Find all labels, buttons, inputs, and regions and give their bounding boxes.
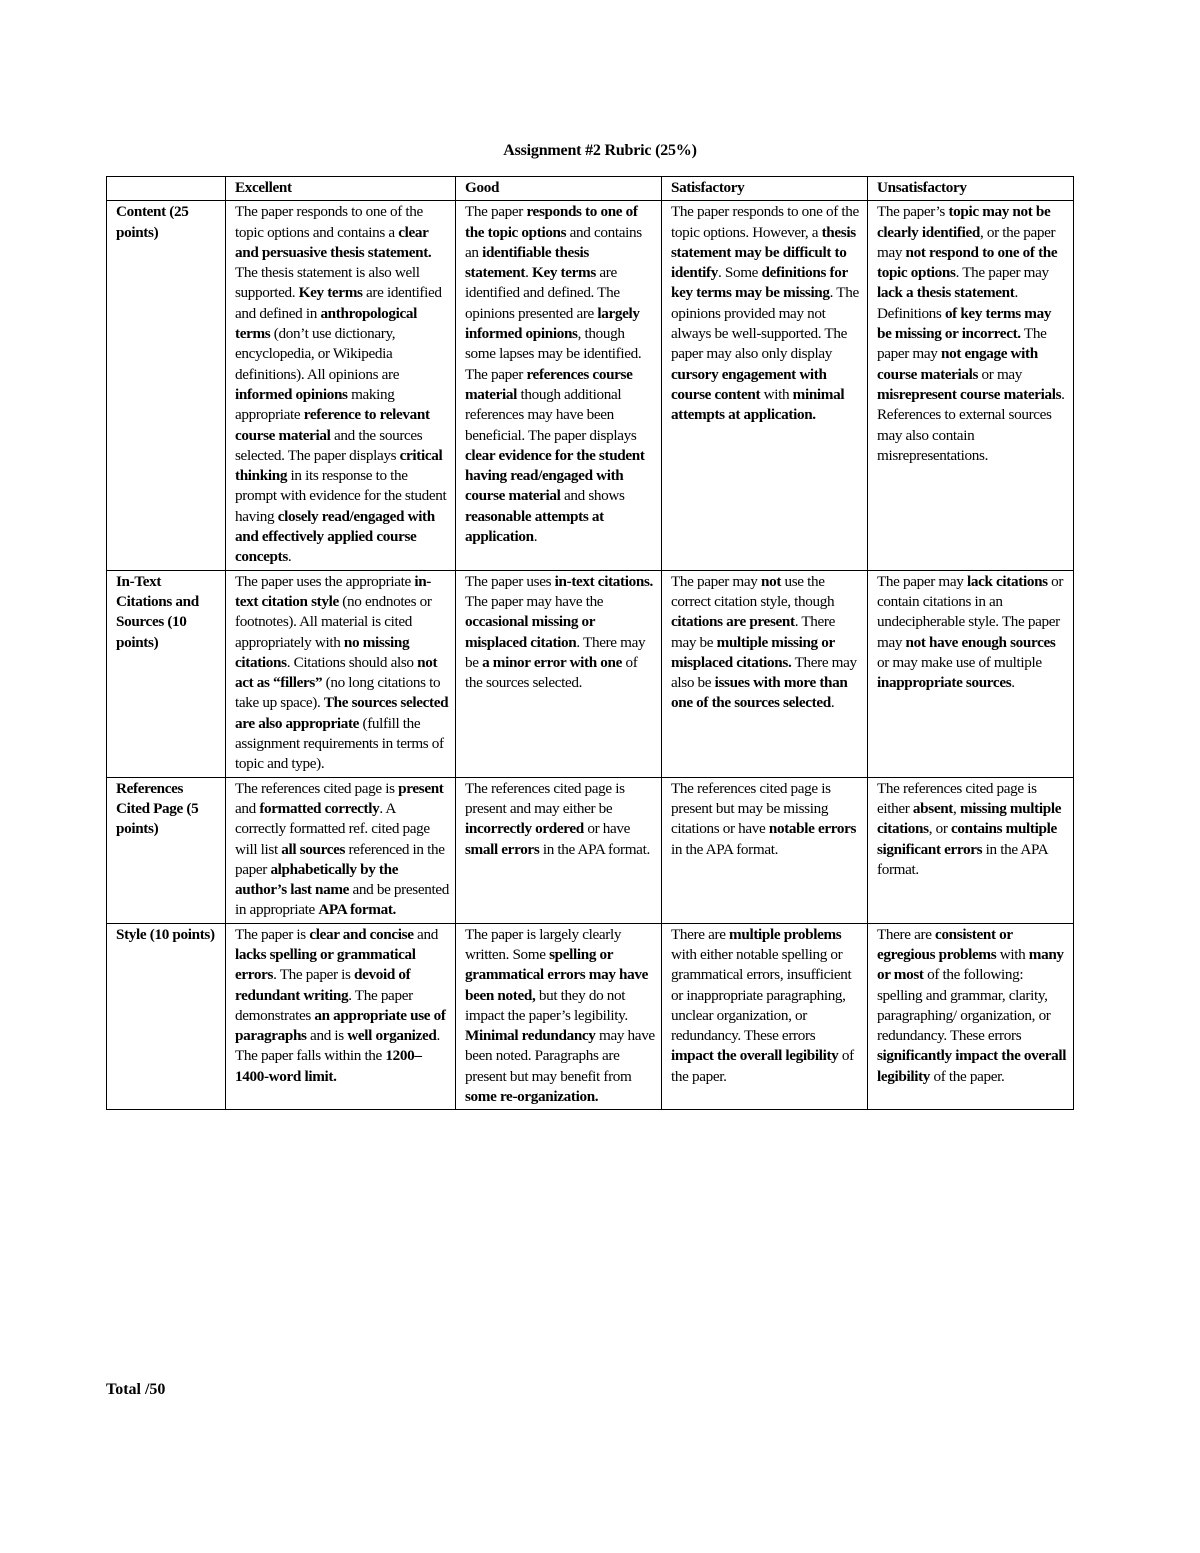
bold-text: missing multiple citations bbox=[877, 799, 1062, 838]
rubric-row-references-cited bbox=[107, 777, 1074, 923]
text-run: . Some bbox=[717, 264, 762, 282]
text-run: . The paper may bbox=[955, 264, 1049, 282]
bold-text: in-text citation style bbox=[235, 572, 432, 610]
bold-text: responds to one of the topic options bbox=[465, 203, 638, 241]
criterion-cell: Content (25 points) bbox=[107, 201, 226, 570]
bold-text: identifiable thesis statement bbox=[465, 243, 589, 282]
bold-text: topic may not be clearly identified bbox=[877, 203, 1051, 241]
text-run: The paper may bbox=[877, 325, 1047, 363]
text-run: There are bbox=[877, 925, 936, 943]
text-run: . bbox=[830, 694, 835, 712]
text-run: . Citations should also bbox=[286, 653, 418, 671]
text-run: but they do not impact the paper’s legibility. bbox=[465, 986, 628, 1024]
text-run: and shows bbox=[560, 487, 625, 505]
text-run: with bbox=[996, 945, 1029, 963]
text-run: (no endnotes or footnotes). All material is cited appropriately with bbox=[235, 592, 432, 651]
text-run: The references cited page is present but may be missing citations or have bbox=[671, 779, 831, 838]
bold-text: clear and persuasive thesis statement. bbox=[235, 223, 432, 261]
bold-text: no missing citations bbox=[235, 633, 410, 671]
bold-text: alphabetically by the author’s last name bbox=[235, 860, 399, 899]
text-run: There may also be bbox=[671, 653, 857, 692]
bold-text: definitions for key terms may be missing bbox=[671, 264, 848, 302]
criterion-cell: Style (10 points) bbox=[107, 923, 226, 1110]
bold-text: APA format. bbox=[318, 901, 396, 919]
bold-text: incorrectly ordered bbox=[465, 820, 584, 838]
bold-text: issues with more than one of the sources selected bbox=[671, 674, 848, 712]
header-cell-unsatisfactory: Unsatisfactory bbox=[868, 177, 1074, 201]
bold-text: reference to relevant course material bbox=[235, 406, 430, 444]
rubric-row-in-text-citations bbox=[107, 570, 1074, 777]
bold-text: small errors bbox=[465, 840, 540, 858]
text-run: of the paper. bbox=[930, 1067, 1005, 1085]
text-run: and contains an bbox=[465, 223, 642, 261]
bold-text: clear and concise bbox=[309, 925, 414, 943]
text-run: (no long citations to take up space). bbox=[235, 674, 441, 712]
text-run: and the sources selected. The paper displays bbox=[235, 426, 423, 464]
descriptor-cell-excellent bbox=[226, 777, 456, 923]
bold-text: consistent or egregious problems bbox=[877, 925, 1013, 963]
bold-text: anthropological terms bbox=[235, 304, 418, 343]
text-run: . The paper is bbox=[273, 966, 355, 984]
descriptor-cell-excellent bbox=[226, 570, 456, 777]
header-cell-criterion bbox=[107, 177, 226, 201]
text-run: The paper responds to one of the topic options. However, a bbox=[671, 203, 859, 241]
text-run: . The paper falls within the bbox=[235, 1027, 440, 1065]
text-run: , though some lapses may be identified. The paper bbox=[465, 325, 642, 383]
bold-text: cursory engagement with course content bbox=[671, 365, 827, 403]
bold-text: absent bbox=[912, 799, 954, 817]
rubric-body bbox=[107, 177, 1074, 1110]
text-run: may have been noted. Paragraphs are present but may benefit from bbox=[465, 1027, 655, 1085]
rubric-row-content bbox=[107, 201, 1074, 570]
descriptor-cell-satisfactory bbox=[662, 923, 868, 1110]
text-run: in the APA format. bbox=[877, 840, 1048, 878]
text-run: or may make use of multiple bbox=[877, 653, 1042, 671]
rubric-row-style bbox=[107, 923, 1074, 1110]
text-run: . bbox=[287, 548, 292, 566]
bold-text: devoid of redundant writing bbox=[235, 966, 411, 1004]
bold-text: Key terms bbox=[532, 264, 596, 282]
bold-text: informed opinions bbox=[235, 385, 348, 403]
criterion-cell: In-Text Citations and Sources (10 points) bbox=[107, 570, 226, 777]
bold-text: a minor error with one bbox=[482, 653, 623, 671]
text-run: The paper is largely clearly written. Some bbox=[465, 925, 622, 963]
text-run: with either notable spelling or grammatical errors, insufficient or inappropriate paragraphing, unclear organization, or redundancy. These errors bbox=[671, 945, 852, 1045]
descriptor-cell-satisfactory bbox=[662, 570, 868, 777]
bold-text: Minimal redundancy bbox=[465, 1027, 596, 1045]
text-run: The paper may bbox=[877, 572, 967, 590]
bold-text: contains multiple significant errors bbox=[877, 820, 1057, 858]
bold-text: closely read/engaged with and effectively applied course concepts bbox=[235, 507, 435, 566]
bold-text: inappropriate sources bbox=[877, 674, 1012, 692]
bold-text: minimal attempts at application. bbox=[671, 385, 845, 424]
text-run: though additional references may have been beneficial. The paper displays bbox=[465, 385, 637, 444]
bold-text: notable errors bbox=[768, 820, 857, 838]
bold-text: The sources selected are also appropriate bbox=[235, 694, 449, 732]
criterion-cell: References Cited Page (5 points) bbox=[107, 777, 226, 923]
bold-text: well organized bbox=[347, 1027, 437, 1045]
text-run: The thesis statement is also well supported. bbox=[235, 264, 420, 302]
text-run: of the sources selected. bbox=[465, 653, 638, 692]
bold-text: clear evidence for the student having read/engaged with course material bbox=[465, 446, 645, 505]
bold-text: of key terms may be missing or incorrect. bbox=[877, 304, 1052, 343]
text-run: . There may be bbox=[465, 633, 646, 671]
bold-text: reasonable attempts at application bbox=[465, 507, 604, 546]
text-run: are identified and defined. The opinions presented are bbox=[465, 264, 620, 322]
text-run: (don’t use dictionary, encyclopedia, or Wikipedia definitions). All opinions are bbox=[235, 325, 400, 383]
bold-text: an appropriate use of paragraphs bbox=[235, 1006, 446, 1045]
text-run: . The paper demonstrates bbox=[235, 986, 413, 1024]
bold-text: significantly impact the overall legibility bbox=[877, 1047, 1067, 1085]
text-run: The paper may have the bbox=[465, 592, 604, 610]
bold-text: formatted correctly bbox=[259, 799, 380, 817]
text-run: with bbox=[760, 385, 793, 403]
text-run: are identified and defined in bbox=[235, 284, 442, 322]
descriptor-cell-unsatisfactory bbox=[868, 201, 1074, 570]
bold-text: occasional missing or misplaced citation bbox=[465, 613, 595, 651]
bold-text: references course material bbox=[465, 365, 633, 403]
text-run: use the correct citation style, though bbox=[671, 572, 835, 610]
header-row bbox=[107, 177, 1074, 201]
text-run: The paper uses bbox=[465, 572, 555, 590]
text-run: of the paper. bbox=[671, 1047, 854, 1085]
bold-text: not act as “fillers” bbox=[235, 653, 438, 692]
text-run: and is bbox=[306, 1027, 348, 1045]
bold-text: all sources bbox=[281, 840, 346, 858]
bold-text: misrepresent course materials bbox=[877, 385, 1062, 403]
bold-text: lack a thesis statement bbox=[877, 284, 1015, 302]
bold-text: thesis statement may be difficult to identify bbox=[671, 223, 856, 282]
text-run: , bbox=[953, 799, 960, 817]
descriptor-cell-excellent bbox=[226, 201, 456, 570]
text-run: in the APA format. bbox=[671, 840, 779, 858]
descriptor-cell-unsatisfactory bbox=[868, 777, 1074, 923]
descriptor-cell-good bbox=[456, 777, 662, 923]
bold-text: present bbox=[398, 779, 444, 797]
text-run: or may bbox=[978, 365, 1023, 383]
bold-text: largely informed opinions bbox=[465, 304, 640, 343]
bold-text: spelling or grammatical errors may have been noted, bbox=[465, 945, 649, 1004]
header-cell-good: Good bbox=[456, 177, 662, 201]
descriptor-cell-good bbox=[456, 570, 662, 777]
text-run: of the following: spelling and grammar, clarity, paragraphing/ organization, or redundancy. These errors bbox=[877, 966, 1051, 1045]
descriptor-cell-unsatisfactory bbox=[868, 923, 1074, 1110]
bold-text: multiple problems bbox=[729, 925, 842, 943]
document-title: Assignment #2 Rubric (25%) bbox=[503, 142, 697, 159]
text-run: making appropriate bbox=[235, 385, 395, 424]
text-run: . bbox=[525, 264, 533, 282]
bold-text: in-text citations. bbox=[554, 572, 653, 590]
text-run: , or bbox=[928, 820, 951, 838]
descriptor-cell-satisfactory bbox=[662, 777, 868, 923]
total-score: Total /50 bbox=[106, 1381, 166, 1398]
text-run: in the APA format. bbox=[539, 840, 650, 858]
text-run: The paper is bbox=[235, 925, 310, 943]
descriptor-cell-excellent bbox=[226, 923, 456, 1110]
text-run: or contain citations in an undecipherable style. The paper may bbox=[877, 572, 1064, 651]
text-run: The paper uses the appropriate bbox=[235, 572, 415, 590]
bold-text: not engage with course materials bbox=[877, 345, 1038, 383]
text-run: The references cited page is bbox=[235, 779, 399, 797]
text-run: referenced in the paper bbox=[235, 840, 445, 878]
text-run: The paper may bbox=[671, 572, 761, 590]
text-run: in its response to the prompt with evidence for the student having bbox=[235, 467, 447, 525]
text-run: The references cited page is present and may either be bbox=[465, 779, 625, 817]
rubric-table bbox=[106, 176, 1074, 1110]
bold-text: many or most bbox=[877, 945, 1064, 984]
text-run: . bbox=[1011, 674, 1015, 692]
text-run: The paper responds to one of the topic options and contains a bbox=[235, 203, 423, 241]
text-run: The paper bbox=[465, 203, 527, 221]
bold-text: impact the overall legibility bbox=[671, 1047, 839, 1065]
descriptor-cell-good bbox=[456, 923, 662, 1110]
text-run: The references cited page is either bbox=[877, 779, 1037, 817]
bold-text: 1200–1400-word limit. bbox=[235, 1047, 422, 1085]
bold-text: critical thinking bbox=[235, 446, 443, 485]
bold-text: multiple missing or misplaced citations. bbox=[671, 633, 835, 671]
text-run: and bbox=[413, 925, 438, 943]
bold-text: citations are present bbox=[671, 613, 795, 631]
bold-text: not bbox=[760, 572, 782, 590]
bold-text: some re-organization. bbox=[465, 1088, 599, 1106]
text-run: . A correctly formatted ref. cited page will list bbox=[235, 799, 430, 858]
bold-text: Key terms bbox=[298, 284, 363, 302]
bold-text: not respond to one of the topic options bbox=[877, 243, 1058, 282]
descriptor-cell-satisfactory bbox=[662, 201, 868, 570]
descriptor-cell-unsatisfactory bbox=[868, 570, 1074, 777]
bold-text: not have enough sources bbox=[905, 633, 1056, 651]
text-run: (fulfill the assignment requirements in terms of topic and type). bbox=[235, 714, 444, 773]
header-cell-satisfactory: Satisfactory bbox=[662, 177, 868, 201]
bold-text: lack citations bbox=[966, 572, 1048, 590]
text-run: and be presented in appropriate bbox=[235, 881, 449, 919]
text-run: and bbox=[235, 799, 260, 817]
text-run: . There may be bbox=[671, 613, 835, 651]
bold-text: lacks spelling or grammatical errors bbox=[235, 945, 416, 984]
text-run: . Definitions bbox=[877, 284, 1018, 322]
text-run: The paper’s bbox=[877, 203, 949, 221]
header-cell-excellent: Excellent bbox=[226, 177, 456, 201]
descriptor-cell-good bbox=[456, 201, 662, 570]
text-run: or have bbox=[583, 820, 631, 838]
text-run: . References to external sources may also contain misrepresentations. bbox=[877, 385, 1065, 464]
text-run: . bbox=[533, 528, 538, 546]
text-run: There are bbox=[671, 925, 730, 943]
text-run: . The opinions provided may not always be well-supported. The paper may also only display bbox=[671, 284, 859, 363]
text-run: , or the paper may bbox=[877, 223, 1056, 261]
